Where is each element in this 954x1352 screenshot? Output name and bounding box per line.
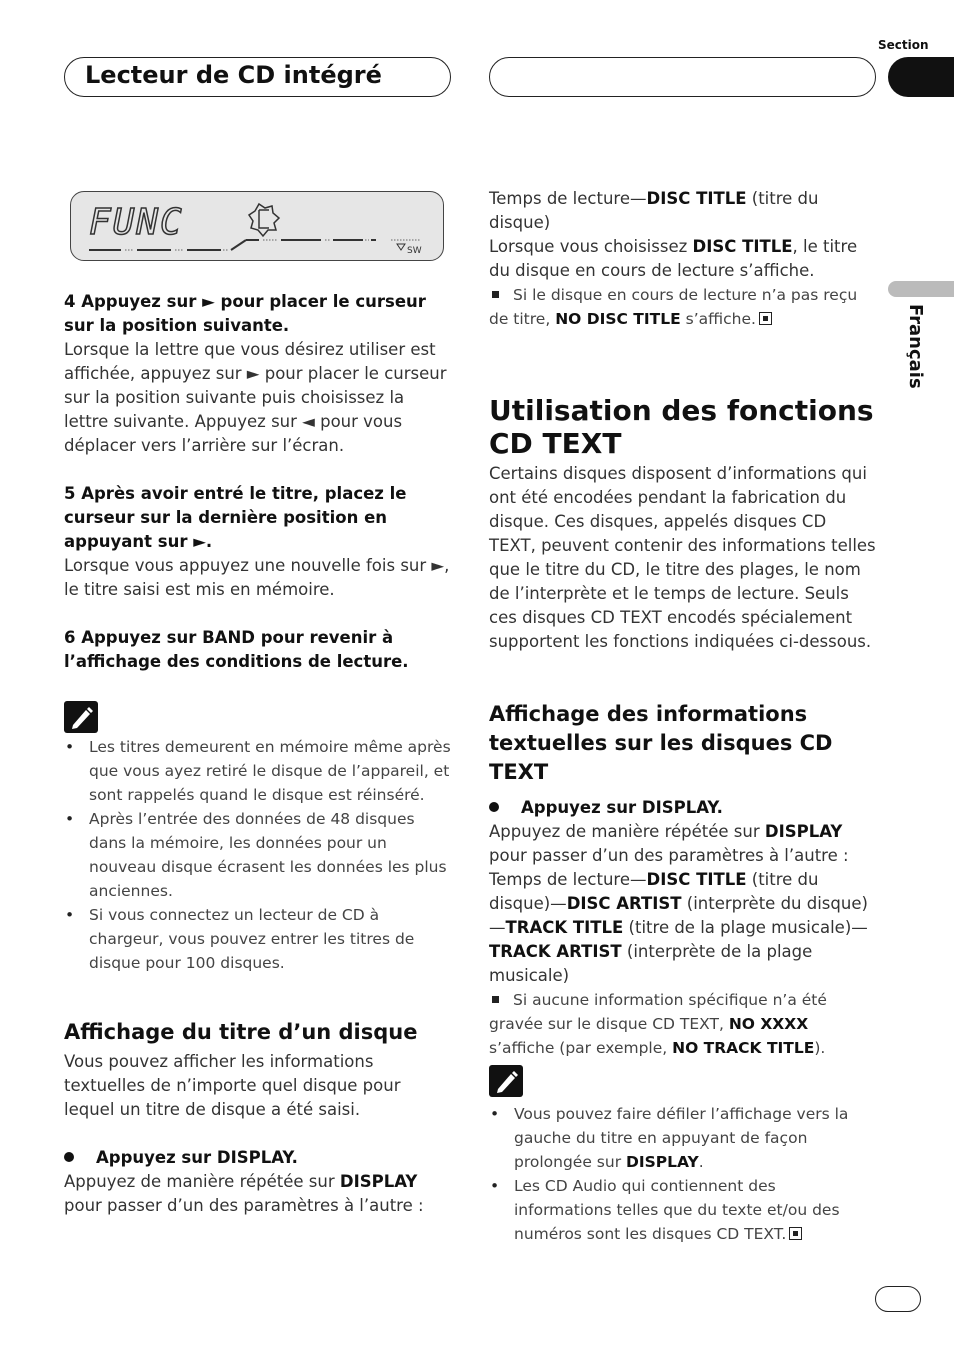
step-5-heading: 5 Après avoir entré le titre, placez le curseur sur la dernière position en appuyant sur ►. [64, 484, 407, 551]
lcd-func-text: FUNC [89, 202, 184, 243]
left-column [64, 290, 451, 674]
header-right-frame [489, 57, 876, 97]
end-mark-icon [759, 312, 772, 325]
disc-title-line: Temps de lecture—DISC TITLE (titre du disque) [489, 189, 819, 232]
lcd-sw-label: SW [407, 246, 422, 256]
right-press-display-body: Appuyez de manière répétée sur DISPLAY pour passer d’un des paramètres à l’autre : Temps de lecture—DISC TITLE (titre du disque)—DISC ARTIST (interprète du disque)—TRACK TITLE (titre de la plage musicale)—TRACK ARTIST (interprète de la plage musicale) [489, 822, 868, 985]
step-6-heading: 6 Appuyez sur BAND pour revenir à l’affichage des conditions de lecture. [64, 628, 409, 671]
small-square-icon [492, 996, 499, 1003]
page-number-frame [875, 1286, 921, 1312]
press-display-body: Appuyez de manière répétée sur DISPLAY pour passer d’un des paramètres à l’autre : [64, 1172, 424, 1215]
step-5-body: Lorsque vous appuyez une nouvelle fois sur ►, le titre saisi est mis en mémoire. [64, 556, 450, 599]
display-title-heading: Affichage du titre d’un disque [64, 1020, 418, 1044]
step-4-body: Lorsque la lettre que vous désirez utiliser est affichée, appuyez sur ► pour placer le curseur sur la position suivante puis choisissez la lettre suivante. Appuyez sur ◄ pour vous déplacer vers l’arrière sur l’écran. [64, 340, 447, 455]
step-4-heading: 4 Appuyez sur ► pour placer le curseur sur la position suivante. [64, 292, 426, 335]
text-info-heading: Affichage des informations textuelles sur les disques CD TEXT [489, 702, 833, 784]
note-icon [64, 701, 98, 733]
right-press-display-step: Appuyez sur DISPLAY. [489, 796, 876, 820]
cd-text-heading: Utilisation des fonctions CD TEXT [489, 394, 874, 460]
page-title: Lecteur de CD intégré [85, 61, 382, 89]
press-display-step: Appuyez sur DISPLAY. [64, 1146, 451, 1170]
end-mark-icon [789, 1227, 802, 1240]
note-icon [489, 1065, 523, 1097]
right-column [489, 187, 876, 1060]
left-display-section [64, 1018, 451, 1218]
note-item: • Si vous connectez un lecteur de CD à chargeur, vous pouvez entrer les titres de disque pour 100 disques. [64, 903, 451, 975]
language-tab [888, 281, 954, 297]
lcd-display [70, 191, 444, 261]
no-disc-title-note: Si le disque en cours de lecture n’a pas reçu de titre, NO DISC TITLE s’affiche. [489, 286, 858, 328]
bullet-dot-icon [64, 1152, 74, 1162]
lcd-cursor-icon [249, 204, 279, 236]
header-left-frame [64, 57, 451, 97]
section-label: Section [878, 38, 929, 52]
disc-title-desc: Lorsque vous choisissez DISC TITLE, le titre du disque en cours de lecture s’affiche. [489, 237, 858, 280]
bullet-dot-icon [489, 802, 499, 812]
language-label: Français [905, 304, 926, 389]
right-notes-list [489, 1102, 876, 1246]
cd-text-intro: Certains disques disposent d’informations qui ont été encodées pendant la fabrication du disque. Ces disques, appelés disques CD TEXT, peuvent contenir des informations telles que le titre du CD, le titre des plages, le nom de l’interprète et le temps de lecture. Seuls ces disques CD TEXT encodés spécialement supportent les fonctions indiquées ci-dessous. [489, 464, 876, 651]
small-square-icon [492, 291, 499, 298]
lcd-graphic [71, 192, 443, 260]
display-title-intro: Vous pouvez afficher les informations textuelles de n’importe quel disque pour lequel un titre de disque a été saisi. [64, 1052, 401, 1119]
no-info-note: Si aucune information spécifique n’a été gravée sur le disque CD TEXT, NO XXXX s’affiche (par exemple, NO TRACK TITLE). [489, 991, 827, 1057]
section-tab [888, 57, 954, 97]
left-notes-list [64, 735, 451, 975]
note-item: • Vous pouvez faire défiler l’affichage vers la gauche du titre en appuyant de façon prolongée sur DISPLAY. [489, 1102, 876, 1174]
lcd-sw-icon [397, 244, 405, 250]
note-item: • Après l’entrée des données de 48 disques dans la mémoire, les données pour un nouveau disque écrasent les données les plus anciennes. [64, 807, 451, 903]
note-item: • Les titres demeurent en mémoire même après que vous ayez retiré le disque de l’appareil, et sont rappelés quand le disque est réinséré. [64, 735, 451, 807]
note-item: • Les CD Audio qui contiennent des informations telles que du texte et/ou des numéros sont les disques CD TEXT. [489, 1174, 876, 1246]
